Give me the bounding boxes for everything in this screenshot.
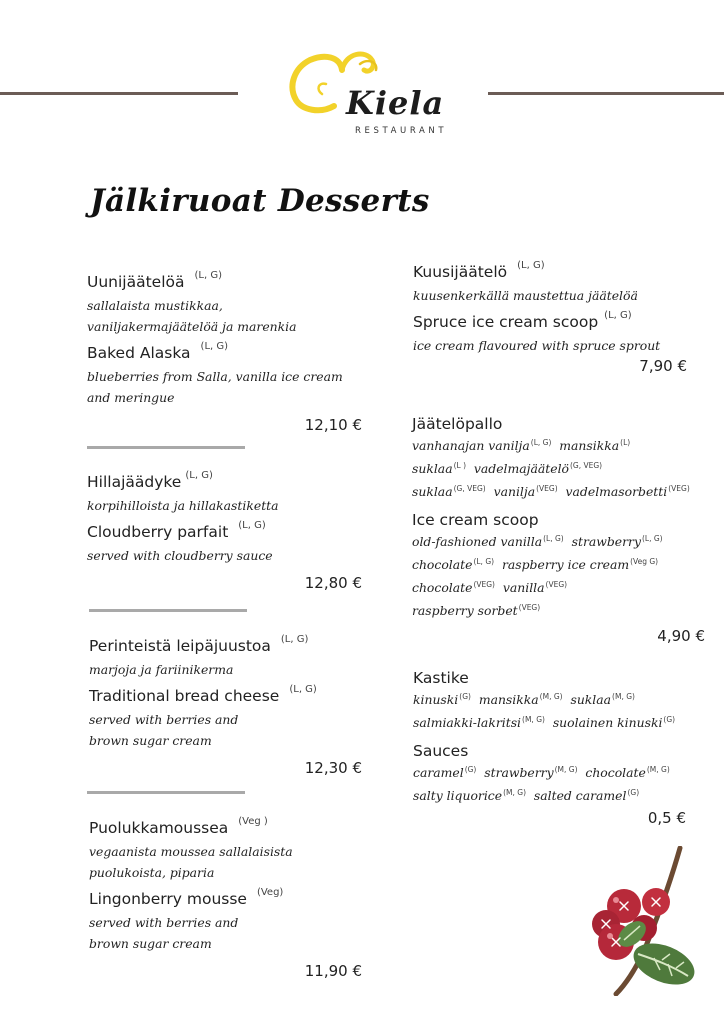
item-description: served with cloudberry sauce	[87, 548, 273, 563]
item-description: brown sugar cream	[89, 733, 212, 748]
flavor-line	[412, 577, 705, 600]
flavor-name: chocolate	[412, 557, 473, 572]
lingonberry-illustration-icon	[576, 846, 706, 996]
flavor-line	[413, 712, 686, 735]
item-name-en: Cloudberry parfait	[87, 523, 229, 541]
diet-tag: (L, G)	[543, 534, 564, 543]
flavor-name: vadelmajäätelö	[466, 461, 569, 476]
menu-item-baked-alaska	[87, 272, 362, 434]
diet-tag: (G, VEG)	[453, 484, 486, 493]
flavor-line	[412, 481, 705, 504]
section-divider	[87, 791, 245, 794]
diet-tag: (G, VEG)	[570, 461, 603, 470]
diet-tag: (VEG)	[518, 603, 541, 612]
item-name-en: Ice cream scoop	[412, 511, 539, 529]
flavor-name: raspberry sorbet	[412, 603, 518, 618]
item-price: 12,10 €	[304, 416, 362, 434]
diet-tag: (G)	[627, 788, 640, 797]
diet-tag: (L, G)	[194, 270, 222, 281]
item-name-fi: Puolukkamoussea	[89, 819, 229, 837]
item-description: korpihilloista ja hillakastiketta	[87, 498, 279, 513]
diet-tag: (Veg )	[238, 816, 268, 827]
flavor-name: kinuski	[413, 692, 459, 707]
flavor-name: vanilja	[485, 484, 536, 499]
flavor-name: suklaa	[562, 692, 612, 707]
diet-tag: (G)	[459, 692, 471, 701]
item-description: vaniljakermajäätelöä ja marenkia	[87, 319, 297, 334]
item-name-fi: Kastike	[413, 669, 469, 687]
item-description: served with berries and	[89, 712, 239, 727]
item-name-en: Traditional bread cheese	[89, 687, 280, 705]
diet-tag: (VEG)	[473, 580, 495, 589]
flavor-name: salmiakki-lakritsi	[413, 715, 522, 730]
diet-tag: (M, G)	[554, 765, 578, 774]
diet-tag: (L, G)	[517, 260, 545, 271]
header-rule-right	[488, 92, 724, 95]
item-name-en: Lingonberry mousse	[89, 890, 247, 908]
flavor-line	[412, 435, 705, 458]
flavor-name: mansikka	[470, 692, 539, 707]
menu-item-cloudberry-parfait	[87, 472, 362, 592]
item-name-en: Sauces	[413, 742, 469, 760]
flavor-name: vanilla	[495, 580, 545, 595]
flavor-line	[412, 458, 705, 481]
flavor-name: suolainen kinuski	[544, 715, 663, 730]
menu-item-lingonberry-mousse	[89, 818, 362, 980]
flavor-name: strawberry	[476, 765, 554, 780]
item-name-en: Baked Alaska	[87, 344, 191, 362]
flavor-name: old-fashioned vanilla	[412, 534, 543, 549]
flavor-name: suklaa	[412, 484, 453, 499]
diet-tag: (L, G)	[280, 634, 309, 645]
diet-tag: (M, G)	[612, 692, 635, 701]
item-description: kuusenkerkällä maustettua jäätelöä	[413, 288, 638, 303]
diet-tag: (M, G)	[522, 715, 545, 724]
item-name-fi: Uunijäätelöä	[87, 273, 185, 291]
menu-item-sauces	[413, 668, 686, 827]
diet-tag: (L)	[620, 438, 631, 447]
diet-tag: (Veg G)	[630, 557, 659, 566]
item-description: served with berries and	[89, 915, 239, 930]
header-rule-left	[0, 92, 238, 95]
diet-tag: (G)	[464, 765, 477, 774]
item-price: 0,5 €	[647, 809, 686, 827]
diet-tag: (VEG)	[545, 580, 568, 589]
item-description: sallalaista mustikkaa,	[87, 298, 223, 313]
brand-subtitle: RESTAURANT	[355, 126, 448, 136]
section-divider	[87, 446, 245, 449]
item-description: vegaanista moussea sallalaisista	[89, 844, 293, 859]
page-title: Jälkiruoat Desserts	[90, 183, 430, 219]
diet-tag: (L, G)	[473, 557, 495, 566]
diet-tag: (L, G)	[530, 438, 552, 447]
flavor-name: salty liquorice	[413, 788, 503, 803]
item-name-fi: Jäätelöpallo	[412, 415, 503, 433]
item-description: and meringue	[87, 390, 175, 405]
flavor-line	[412, 554, 705, 577]
diet-tag: (VEG)	[668, 484, 690, 493]
menu-item-ice-cream-scoop	[412, 414, 705, 645]
diet-tag: (VEG)	[536, 484, 558, 493]
diet-tag: (L, G)	[641, 534, 663, 543]
diet-tag: (Veg)	[256, 887, 284, 898]
item-description: ice cream flavoured with spruce sprout	[413, 338, 661, 353]
item-price: 11,90 €	[304, 962, 362, 980]
flavor-name: raspberry ice cream	[494, 557, 630, 572]
item-description: blueberries from Salla, vanilla ice cream	[87, 369, 343, 384]
item-name-fi: Kuusijäätelö	[413, 263, 508, 281]
diet-tag: (L, G)	[604, 310, 632, 321]
diet-tag: (L, G)	[185, 470, 213, 481]
item-name-fi: Hillajäädyke	[87, 473, 182, 491]
item-description: puolukoista, piparia	[89, 865, 215, 880]
item-price: 7,90 €	[639, 357, 687, 375]
flavor-line	[413, 785, 686, 808]
flavor-line	[413, 762, 686, 785]
flavor-name: salted caramel	[526, 788, 627, 803]
flavor-line	[413, 689, 686, 712]
flavor-line	[412, 531, 705, 554]
flavor-name: chocolate	[577, 765, 646, 780]
item-name-en: Spruce ice cream scoop	[413, 313, 599, 331]
diet-tag: (G)	[663, 715, 676, 724]
flavor-name: suklaa	[412, 461, 453, 476]
flavor-name: vadelmasorbetti	[557, 484, 668, 499]
item-price: 12,30 €	[304, 759, 362, 777]
diet-tag: (L )	[453, 461, 467, 470]
diet-tag: (L, G)	[289, 684, 317, 695]
menu-item-spruce-ice-cream	[413, 262, 687, 375]
diet-tag: (M, G)	[646, 765, 670, 774]
diet-tag: (M, G)	[539, 692, 563, 701]
flavor-name: chocolate	[412, 580, 473, 595]
item-price: 12,80 €	[304, 574, 362, 592]
section-divider	[89, 609, 247, 612]
flavor-line	[412, 600, 705, 623]
item-name-fi: Perinteistä leipäjuustoa	[89, 637, 271, 655]
item-description: marjoja ja fariinikerma	[89, 662, 234, 677]
menu-item-bread-cheese	[89, 636, 362, 777]
item-price: 4,90 €	[657, 627, 705, 645]
flavor-name: mansikka	[551, 438, 620, 453]
flavor-name: caramel	[413, 765, 464, 780]
flavor-name: vanhanajan vanilja	[412, 438, 530, 453]
diet-tag: (L, G)	[200, 341, 229, 352]
flavor-name: strawberry	[563, 534, 641, 549]
diet-tag: (M, G)	[503, 788, 526, 797]
diet-tag: (L, G)	[238, 520, 266, 531]
item-description: brown sugar cream	[89, 936, 212, 951]
brand-name: Kiela	[346, 84, 445, 122]
